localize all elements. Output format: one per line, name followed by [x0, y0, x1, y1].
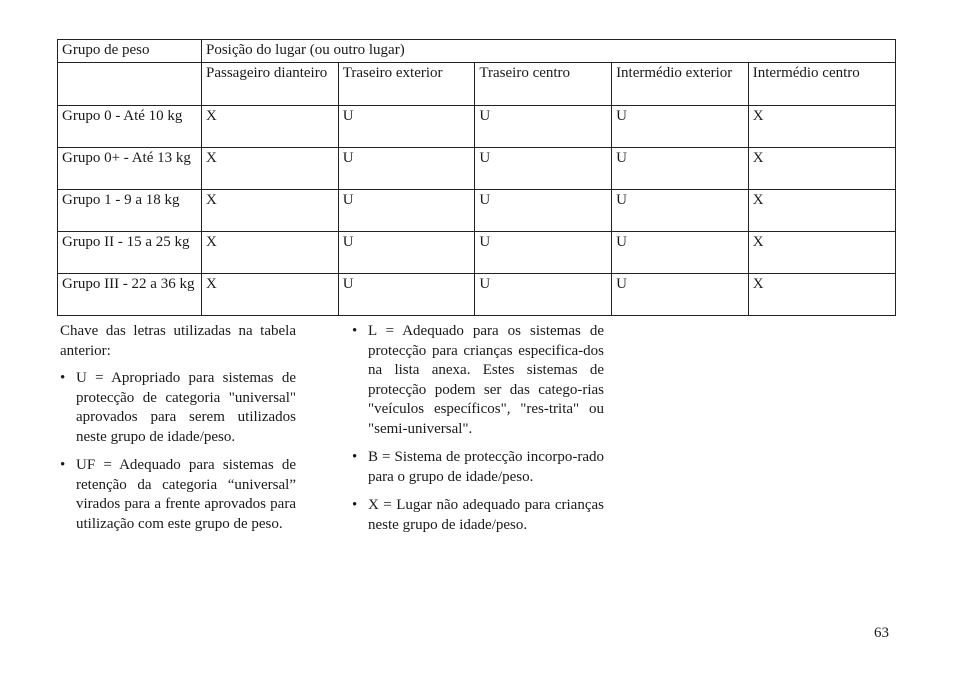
table-cell: X — [748, 232, 895, 274]
legend-item — [352, 496, 604, 535]
column-header: Passageiro dianteiro — [202, 63, 339, 106]
table-cell: X — [748, 274, 895, 316]
table-cell: U — [338, 232, 475, 274]
row-group: Grupo 1 - 9 a 18 kg — [58, 190, 202, 232]
bullet-icon: • — [352, 449, 358, 465]
legend-item-text: U = Apropriado para sistemas de protecção de categoria "universal" aprovados para serem utilizados neste grupo de idade/peso. — [76, 370, 296, 445]
header-weight-group: Grupo de peso — [58, 40, 202, 63]
table-cell: U — [612, 148, 749, 190]
table-header-row — [58, 40, 896, 63]
legend-item — [60, 369, 296, 447]
legend-intro: Chave das letras utilizadas na tabela anterior: — [60, 323, 296, 359]
legend-list-right — [352, 322, 604, 535]
table-cell: U — [338, 148, 475, 190]
table-cell: U — [338, 190, 475, 232]
row-group: Grupo II - 15 a 25 kg — [58, 232, 202, 274]
table-cell: X — [748, 148, 895, 190]
header-seat-position: Posição do lugar (ou outro lugar) — [202, 40, 896, 63]
table-row — [58, 232, 896, 274]
legend-item — [352, 322, 604, 439]
child-seat-table — [57, 39, 896, 316]
bullet-icon: • — [60, 457, 66, 473]
table-cell: U — [338, 274, 475, 316]
legend-item — [352, 448, 604, 487]
legend-item-text: UF = Adequado para sistemas de retenção da categoria “universal” virados para a frente aprovados para utilização com este grupo de peso. — [76, 457, 296, 532]
legend-item-text: L = Adequado para os sistemas de protecção para crianças especifica-dos na lista anexa. Estes sistemas de protecção podem ser das catego-rias "veículos específicos", "res-trita" ou "semi-universal". — [368, 323, 604, 437]
table-cell: U — [612, 190, 749, 232]
table-cell: U — [612, 106, 749, 148]
table-cell: X — [748, 106, 895, 148]
legend-column-right — [352, 322, 604, 544]
table-row — [58, 274, 896, 316]
legend-item-text: X = Lugar não adequado para crianças neste grupo de idade/peso. — [368, 497, 604, 533]
column-header-text: Intermédio exterior — [616, 65, 733, 81]
table-subheader-row — [58, 63, 896, 106]
legend-item-text: B = Sistema de protecção incorpo-rado para o grupo de idade/peso. — [368, 449, 604, 485]
column-header: Traseiro exterior — [338, 63, 475, 106]
row-group: Grupo 0 - Até 10 kg — [58, 106, 202, 148]
table-cell: U — [475, 148, 612, 190]
column-header: Traseiro centro — [475, 63, 612, 106]
table-cell: X — [202, 148, 339, 190]
table-row — [58, 148, 896, 190]
table-cell: U — [475, 106, 612, 148]
table-cell: U — [475, 232, 612, 274]
row-group: Grupo III - 22 a 36 kg — [58, 274, 202, 316]
page-number: 63 — [874, 625, 889, 641]
bullet-icon: • — [60, 370, 66, 386]
table-cell: X — [748, 190, 895, 232]
column-header — [612, 63, 749, 106]
bullet-icon: • — [352, 497, 358, 513]
table-cell: U — [475, 274, 612, 316]
table-cell: U — [475, 190, 612, 232]
table-row — [58, 190, 896, 232]
legend-item — [60, 456, 296, 534]
table-cell: X — [202, 190, 339, 232]
legend-column-left — [60, 322, 296, 543]
column-header: Intermédio centro — [748, 63, 895, 106]
table-cell: X — [202, 274, 339, 316]
row-group: Grupo 0+ - Até 13 kg — [58, 148, 202, 190]
table-cell: U — [338, 106, 475, 148]
table-cell: X — [202, 232, 339, 274]
table-cell: U — [612, 232, 749, 274]
table-cell: U — [612, 274, 749, 316]
table-cell: X — [202, 106, 339, 148]
table-row — [58, 106, 896, 148]
legend-list-left — [60, 369, 296, 534]
subheader-empty — [58, 63, 202, 106]
bullet-icon: • — [352, 323, 358, 339]
